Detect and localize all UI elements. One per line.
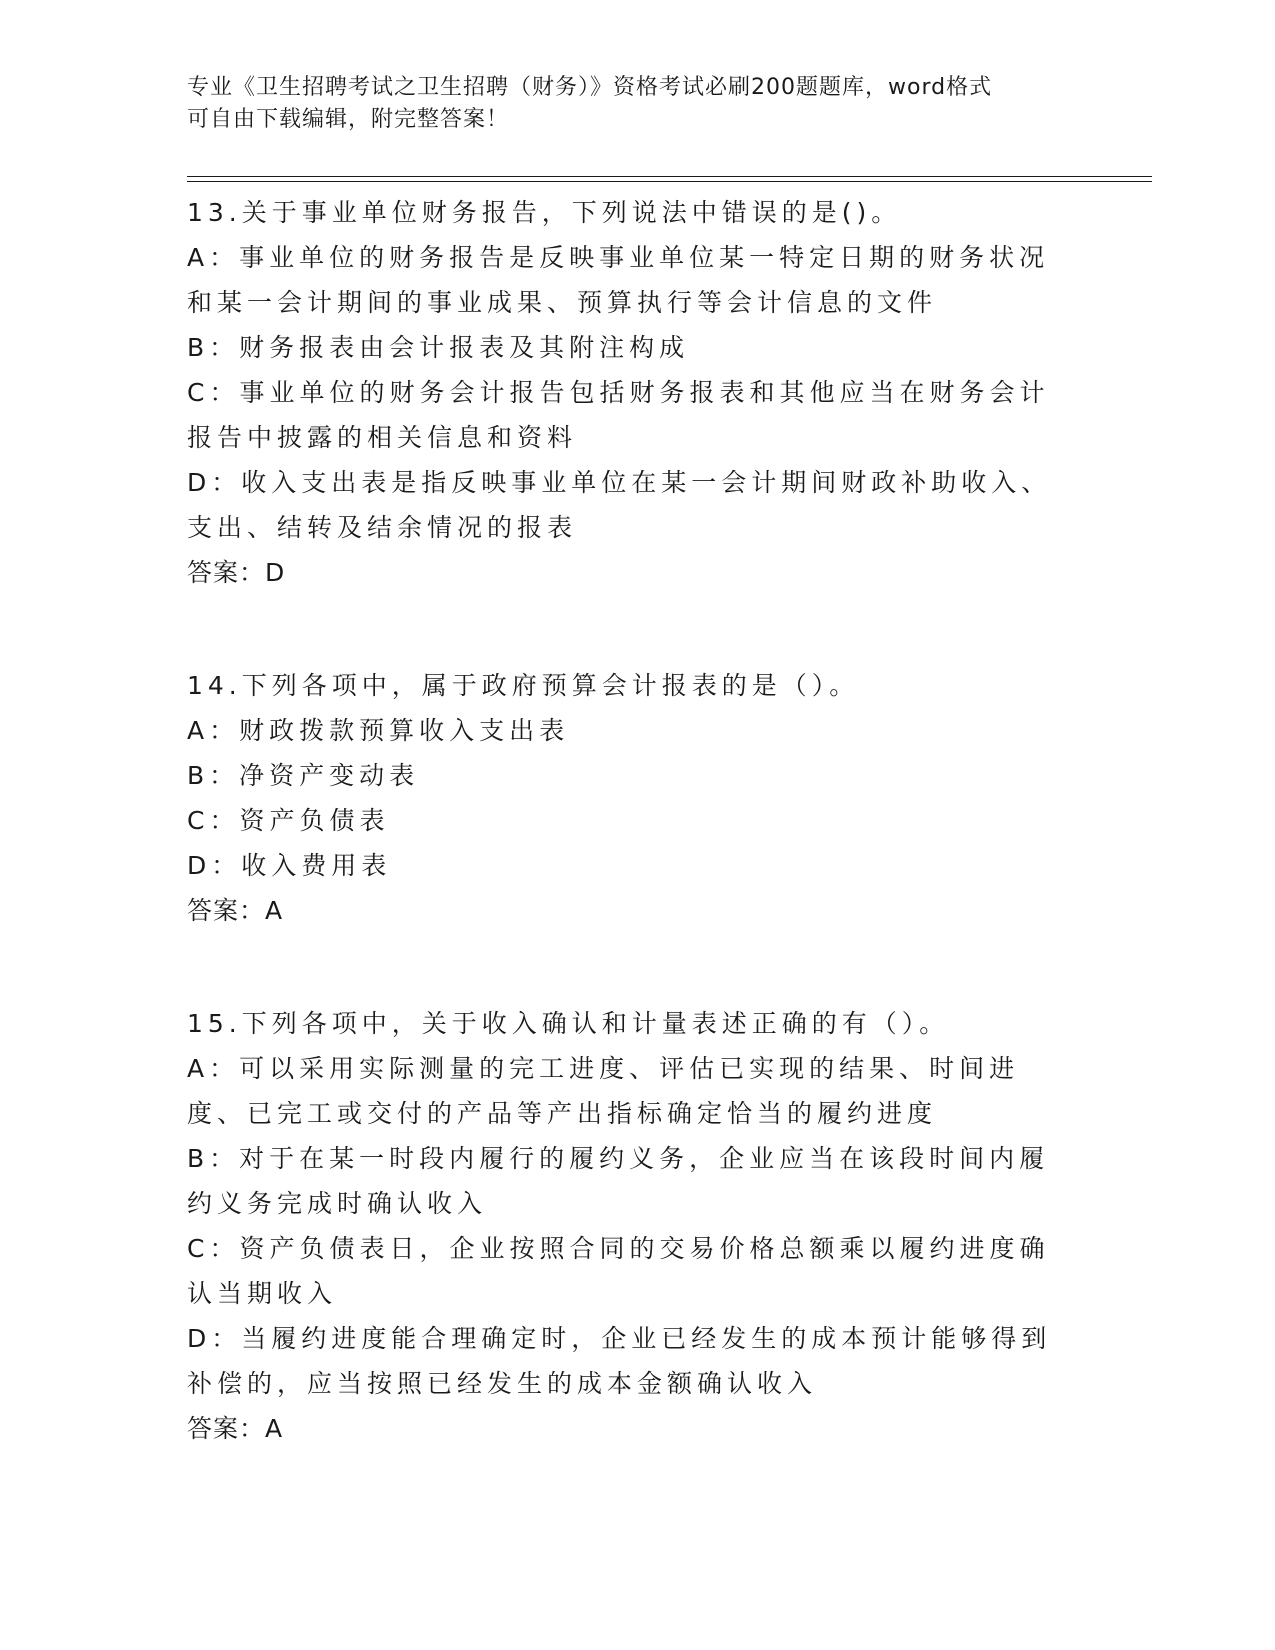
option-d: D：收入费用表: [187, 851, 392, 880]
option-a: A：财政拨款预算收入支出表: [187, 716, 570, 745]
answer-line: 答案：A: [187, 896, 284, 925]
question-stem: 13.关于事业单位财务报告，下列说法中错误的是()。: [187, 198, 902, 227]
header-divider-bottom: [187, 181, 1152, 182]
question-list: [187, 190, 1077, 1519]
document-header: [187, 72, 1067, 136]
option-b: B：对于在某一时段内履行的履约义务，企业应当在该段时间内履约义务完成时确认收入: [187, 1144, 1050, 1218]
option-b: B：净资产变动表: [187, 761, 420, 790]
option-a: A：可以采用实际测量的完工进度、评估已实现的结果、时间进度、已完工或交付的产品等产出指标确定恰当的履约进度: [187, 1054, 1020, 1128]
header-line-2: 可自由下载编辑，附完整答案！: [187, 107, 510, 132]
option-d: D：当履约进度能合理确定时，企业已经发生的成本预计能够得到补偿的，应当按照已经发生的成本金额确认收入: [187, 1324, 1052, 1398]
answer-line: 答案：A: [187, 1414, 284, 1443]
answer-line: 答案：D: [187, 558, 286, 587]
question-stem: 14.下列各项中，属于政府预算会计报表的是（）。: [187, 671, 860, 700]
question-stem: 15.下列各项中，关于收入确认和计量表述正确的有（）。: [187, 1009, 950, 1038]
option-b: B：财务报表由会计报表及其附注构成: [187, 333, 690, 362]
option-a: A：事业单位的财务报告是反映事业单位某一特定日期的财务状况和某一会计期间的事业成果、预算执行等会计信息的文件: [187, 243, 1050, 317]
question-14: [187, 663, 1077, 933]
header-line-1: 专业《卫生招聘考试之卫生招聘（财务）》资格考试必刷200题题库，word格式: [187, 75, 993, 100]
question-15: [187, 1001, 1077, 1451]
option-d: D：收入支出表是指反映事业单位在某一会计期间财政补助收入、支出、结转及结余情况的报表: [187, 468, 1052, 542]
option-c: C：资产负债表: [187, 806, 390, 835]
header-divider-top: [187, 176, 1152, 177]
option-c: C：事业单位的财务会计报告包括财务报表和其他应当在财务会计报告中披露的相关信息和资料: [187, 378, 1050, 452]
option-c: C：资产负债表日，企业按照合同的交易价格总额乘以履约进度确认当期收入: [187, 1234, 1050, 1308]
question-13: [187, 190, 1077, 595]
